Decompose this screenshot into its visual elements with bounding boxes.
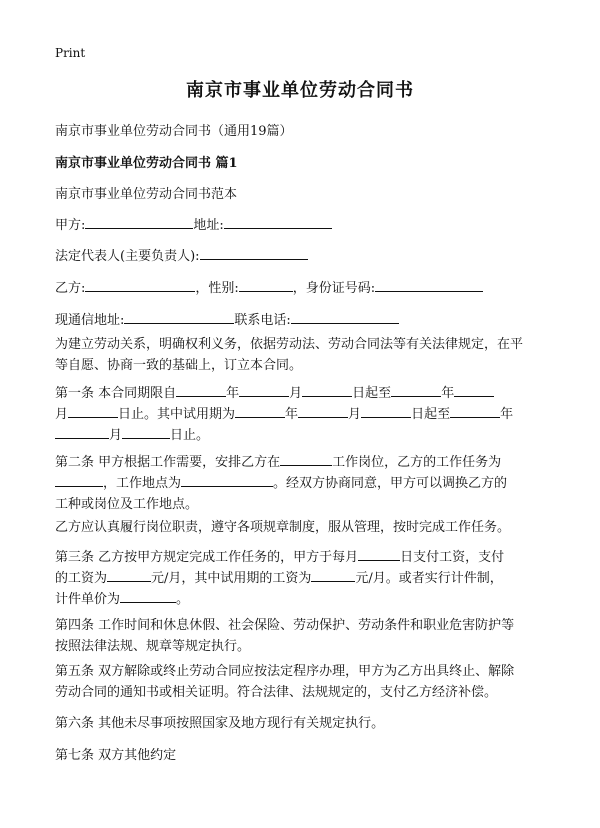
party-b-row <box>55 277 545 296</box>
end-year-blank[interactable] <box>391 383 441 397</box>
article1-text: 年 <box>441 386 455 401</box>
location-blank[interactable] <box>181 473 273 487</box>
duty-paragraph <box>55 517 547 538</box>
article1-text: 日止。 <box>170 428 210 443</box>
article1-text: 日起至 <box>352 386 392 401</box>
legal-rep-blank[interactable] <box>200 246 308 260</box>
duty-line: 乙方应认真履行岗位职责，遵守各项规章制度，服从管理，按时完成工作任务。 <box>55 520 511 535</box>
party-a-row <box>55 214 545 233</box>
document-title: 南京市事业单位劳动合同书 <box>186 80 414 101</box>
trial-salary-blank[interactable] <box>311 568 355 582</box>
article1-text: 第一条 本合同期限自 <box>55 386 177 401</box>
intro-line: 等自愿、协商一致的基础上，订立本合同。 <box>55 358 303 373</box>
trial-end-day-blank[interactable] <box>122 425 170 439</box>
article1-text: 年 <box>285 407 299 422</box>
article-7 <box>55 745 547 766</box>
article2-text: 工种或岗位及工作地点。 <box>55 497 199 512</box>
article1-text: 年 <box>500 407 514 422</box>
address-blank[interactable] <box>224 215 332 229</box>
trial-end-year-blank[interactable] <box>450 404 500 418</box>
party-b-blank[interactable] <box>85 278 195 292</box>
start-day-blank[interactable] <box>302 383 352 397</box>
article1-text: 月 <box>109 428 123 443</box>
article1-text: 日止。其中试用期为 <box>118 407 236 422</box>
id-number-label: ，身份证号码: <box>292 281 376 296</box>
end-day-blank[interactable] <box>68 404 118 418</box>
article1-text: 月 <box>55 407 69 422</box>
article3-text: 计件单价为 <box>55 592 121 607</box>
start-year-blank[interactable] <box>176 383 226 397</box>
salary-blank[interactable] <box>107 568 151 582</box>
article2-text: 。经双方协商同意，甲方可以调换乙方的 <box>273 476 508 491</box>
party-b-label: 乙方: <box>55 281 86 296</box>
article3-text: 。 <box>176 592 190 607</box>
piece-rate-blank[interactable] <box>120 589 176 603</box>
article-1 <box>55 383 547 446</box>
article-2 <box>55 452 547 515</box>
current-address-blank[interactable] <box>124 310 234 324</box>
article-4 <box>55 615 547 657</box>
article-3 <box>55 547 547 610</box>
sample-label: 南京市事业单位劳动合同书范本 <box>55 187 238 202</box>
article-6 <box>55 713 547 734</box>
phone-label: 联系电话: <box>234 313 291 328</box>
trial-end-month-blank[interactable] <box>55 425 109 439</box>
article2-text: ，工作地点为 <box>103 476 182 491</box>
trial-start-year-blank[interactable] <box>235 404 285 418</box>
address-label: 地址: <box>193 218 224 233</box>
gender-blank[interactable] <box>239 278 293 292</box>
party-a-blank[interactable] <box>85 215 193 229</box>
end-month-blank[interactable] <box>454 383 494 397</box>
section-heading: 南京市事业单位劳动合同书 篇1 <box>55 156 238 171</box>
article2-text: 第二条 甲方根据工作需要，安排乙方在 <box>55 455 281 470</box>
pay-day-blank[interactable] <box>358 547 400 561</box>
article1-text: 月 <box>348 407 362 422</box>
article3-text: 元/月，其中试用期的工资为 <box>151 571 312 586</box>
article7-line: 第七条 双方其他约定 <box>55 748 177 763</box>
current-address-label: 现通信地址: <box>55 313 125 328</box>
article3-text: 元/月。或者实行计件制， <box>355 571 503 586</box>
trial-start-month-blank[interactable] <box>298 404 348 418</box>
article6-line: 第六条 其他未尽事项按照国家及地方现行有关规定执行。 <box>55 716 385 731</box>
article1-text: 日起至 <box>411 407 451 422</box>
article-5 <box>55 661 547 703</box>
article4-line: 按照法律法规、规章等规定执行。 <box>55 639 251 654</box>
document-subtitle: 南京市事业单位劳动合同书（通用19篇） <box>55 124 293 139</box>
article1-text: 月 <box>289 386 303 401</box>
article1-text: 年 <box>226 386 240 401</box>
article3-text: 日支付工资，支付 <box>400 550 505 565</box>
article3-text: 第三条 乙方按甲方规定完成工作任务的，甲方于每月 <box>55 550 359 565</box>
legal-rep-row <box>55 245 545 264</box>
phone-blank[interactable] <box>291 310 399 324</box>
task-blank[interactable] <box>55 473 103 487</box>
gender-label: ，性别: <box>195 281 239 296</box>
position-blank[interactable] <box>280 452 332 466</box>
contact-row <box>55 309 545 328</box>
article5-line: 第五条 双方解除或终止劳动合同应按法定程序办理，甲方为乙方出具终止、解除 <box>55 664 515 679</box>
intro-line: 为建立劳动关系，明确权利义务，依据劳动法、劳动合同法等有关法律规定，在平 <box>55 337 524 352</box>
id-number-blank[interactable] <box>375 278 483 292</box>
article2-text: 工作岗位，乙方的工作任务为 <box>332 455 502 470</box>
article3-text: 的工资为 <box>55 571 108 586</box>
party-a-label: 甲方: <box>55 218 86 233</box>
legal-rep-label: 法定代表人(主要负责人): <box>55 249 200 264</box>
article4-line: 第四条 工作时间和休息休假、社会保险、劳动保护、劳动条件和职业危害防护等 <box>55 618 515 633</box>
intro-paragraph <box>55 334 547 376</box>
print-label[interactable]: Print <box>55 46 86 60</box>
article5-line: 劳动合同的通知书或相关证明。符合法律、法规规定的，支付乙方经济补偿。 <box>55 685 498 700</box>
start-month-blank[interactable] <box>239 383 289 397</box>
trial-start-day-blank[interactable] <box>361 404 411 418</box>
